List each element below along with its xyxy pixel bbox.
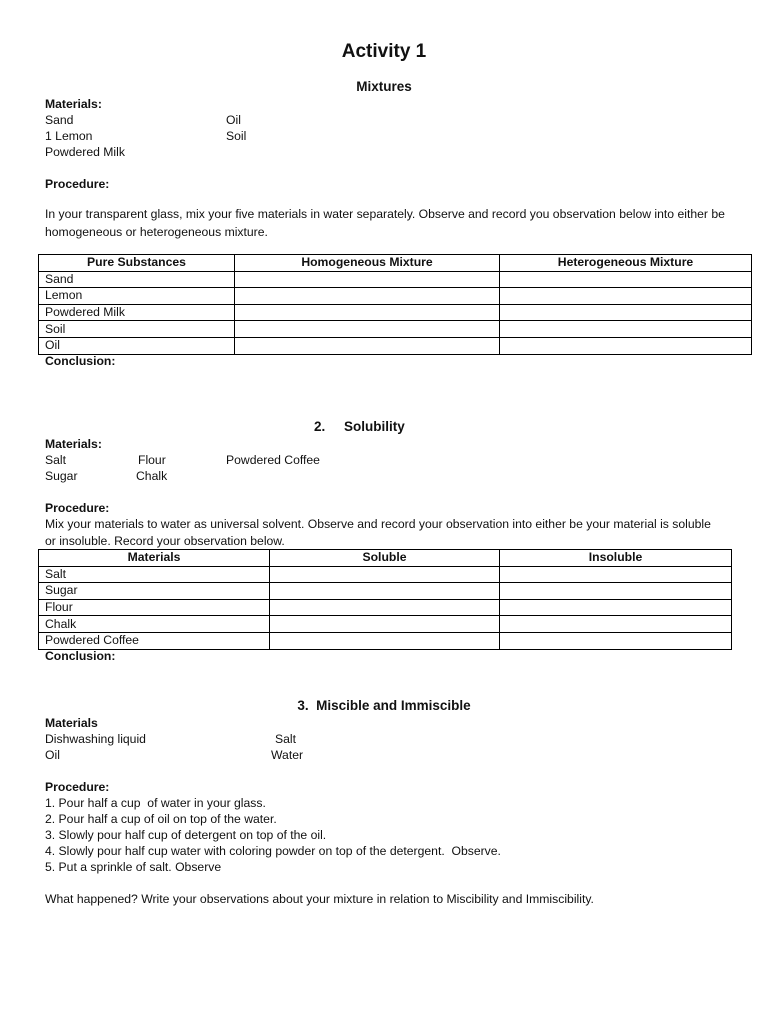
- answer-cell[interactable]: [270, 616, 500, 633]
- answer-cell[interactable]: [500, 288, 752, 305]
- procedure-step: 1. Pour half a cup of water in your glass.: [45, 796, 266, 810]
- section3-materials-label: Materials: [45, 716, 98, 730]
- row-label: Sand: [39, 271, 235, 288]
- answer-cell[interactable]: [270, 583, 500, 600]
- answer-cell[interactable]: [500, 632, 732, 649]
- answer-cell[interactable]: [235, 304, 500, 321]
- answer-cell[interactable]: [235, 321, 500, 338]
- section2-material: Powdered Coffee: [226, 453, 320, 467]
- procedure-step: 2. Pour half a cup of oil on top of the water.: [45, 812, 277, 826]
- section2-procedure-label: Procedure:: [45, 501, 110, 515]
- row-label: Sugar: [39, 583, 270, 600]
- answer-cell[interactable]: [235, 271, 500, 288]
- row-label: Lemon: [39, 288, 235, 305]
- table-header-row: [39, 255, 752, 272]
- answer-cell[interactable]: [235, 288, 500, 305]
- section2-procedure-text: Mix your materials to water as universal solvent. Observe and record your observation into either be your material is soluble or insoluble. Record your observation below.: [45, 517, 711, 548]
- column-header: Pure Substances: [39, 255, 235, 272]
- table-row: [39, 566, 732, 583]
- answer-cell[interactable]: [270, 632, 500, 649]
- section3-material: Salt: [275, 732, 297, 746]
- section1-material: Powdered Milk: [45, 145, 125, 159]
- column-header: Insoluble: [500, 550, 732, 567]
- answer-cell[interactable]: [500, 321, 752, 338]
- table-row: [39, 632, 732, 649]
- answer-cell[interactable]: [270, 599, 500, 616]
- answer-cell[interactable]: [500, 583, 732, 600]
- answer-cell[interactable]: [500, 304, 752, 321]
- section1-material: Soil: [226, 129, 247, 143]
- table-row: [39, 304, 752, 321]
- column-header: Homogeneous Mixture: [235, 255, 500, 272]
- section1-heading: Mixtures: [356, 79, 412, 94]
- section2-material: Flour: [138, 453, 166, 467]
- procedure-step: 4. Slowly pour half cup water with coloring powder on top of the detergent. Observe.: [45, 844, 501, 858]
- section3-material: Water: [271, 748, 304, 762]
- section1-procedure-label: Procedure:: [45, 177, 110, 191]
- table-row: [39, 271, 752, 288]
- section1-material: 1 Lemon: [45, 129, 93, 143]
- page-title: Activity 1: [341, 41, 427, 62]
- row-label: Chalk: [39, 616, 270, 633]
- section1-material: Sand: [45, 113, 74, 127]
- row-label: Oil: [39, 337, 235, 354]
- table-row: [39, 321, 752, 338]
- section2-conclusion-label: Conclusion:: [45, 649, 116, 663]
- table-row: [39, 599, 732, 616]
- row-label: Flour: [39, 599, 270, 616]
- section2-material: Chalk: [136, 469, 168, 483]
- answer-cell[interactable]: [235, 337, 500, 354]
- section1-material: Oil: [226, 113, 241, 127]
- column-header: Materials: [39, 550, 270, 567]
- row-label: Salt: [39, 566, 270, 583]
- table-row: [39, 583, 732, 600]
- section2-number: 2.: [314, 419, 326, 434]
- section2-material: Salt: [45, 453, 67, 467]
- column-header: Soluble: [270, 550, 500, 567]
- section1-materials-label: Materials:: [45, 97, 102, 111]
- section2-heading: Solubility: [344, 419, 405, 434]
- section1-conclusion-label: Conclusion:: [45, 354, 116, 368]
- section3-procedure-label: Procedure:: [45, 780, 110, 794]
- solubility-table: [38, 549, 732, 650]
- answer-cell[interactable]: [500, 566, 732, 583]
- answer-cell[interactable]: [500, 271, 752, 288]
- table-row: [39, 337, 752, 354]
- row-label: Soil: [39, 321, 235, 338]
- mixtures-table: [38, 254, 752, 355]
- answer-cell[interactable]: [500, 599, 732, 616]
- section3-question: What happened? Write your observations about your mixture in relation to Miscibility and Immiscibility.: [45, 892, 594, 906]
- section1-procedure-text: In your transparent glass, mix your five materials in water separately. Observe and record you observation below into either be homogeneous or heterogeneous mixture.: [45, 207, 725, 239]
- answer-cell[interactable]: [270, 566, 500, 583]
- answer-cell[interactable]: [500, 616, 732, 633]
- table-row: [39, 616, 732, 633]
- answer-cell[interactable]: [500, 337, 752, 354]
- section3-material: Oil: [45, 748, 60, 762]
- column-header: Heterogeneous Mixture: [500, 255, 752, 272]
- table-header-row: [39, 550, 732, 567]
- row-label: Powdered Milk: [39, 304, 235, 321]
- procedure-step: 3. Slowly pour half cup of detergent on top of the oil.: [45, 828, 327, 842]
- section3-heading: 3. Miscible and Immiscible: [297, 698, 471, 713]
- section3-material: Dishwashing liquid: [45, 732, 146, 746]
- procedure-step: 5. Put a sprinkle of salt. Observe: [45, 860, 222, 874]
- section2-materials-label: Materials:: [45, 437, 102, 451]
- section2-material: Sugar: [45, 469, 78, 483]
- table-row: [39, 288, 752, 305]
- row-label: Powdered Coffee: [39, 632, 270, 649]
